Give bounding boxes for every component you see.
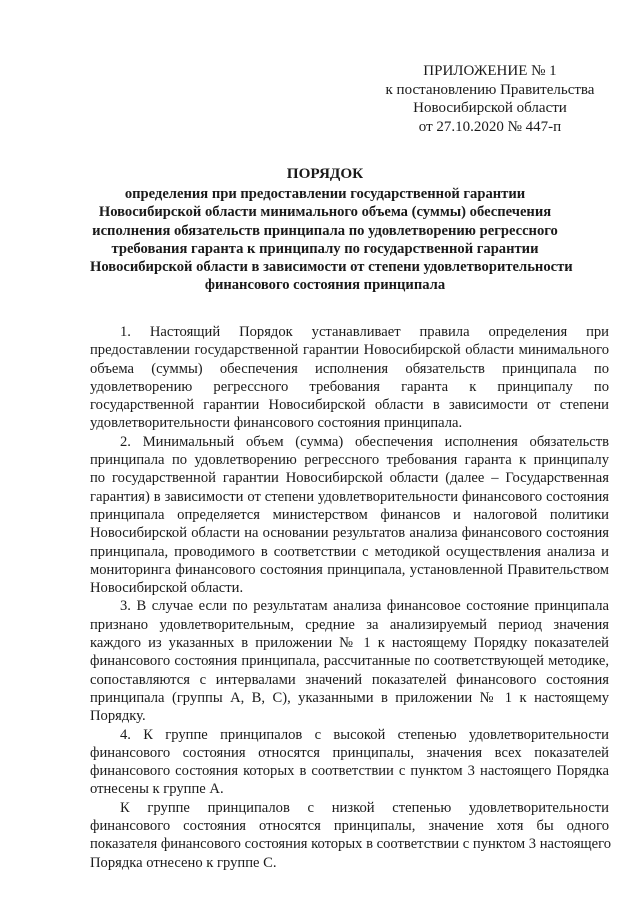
heading-line: Новосибирской области минимального объема (суммы) обеспечения xyxy=(98,204,552,221)
text-line: Новосибирской области. xyxy=(90,580,244,597)
text-line: 2. Минимальный объем (сумма) обеспечения исполнения обязательств xyxy=(120,433,609,450)
paragraph-3 xyxy=(90,597,609,725)
text-line: удовлетворительности финансового состояния принципала. xyxy=(90,415,463,432)
heading-line: финансового состояния принципала xyxy=(204,277,446,294)
paragraph-4 xyxy=(90,726,609,799)
text-line: принципала (группы A, B, C), указанными в приложении № 1 к настоящему xyxy=(90,689,609,706)
text-line: отнесены к группе А. xyxy=(90,781,224,798)
document-heading xyxy=(90,165,573,294)
appendix-date-line: от 27.10.2020 № 447-п xyxy=(418,118,562,135)
text-line: признано удовлетворительным, средние за анализируемый период значения xyxy=(90,616,609,633)
text-line: гарантия) в зависимости от степени удовлетворительности финансового состояния xyxy=(90,488,609,505)
text-line: принципала по удовлетворению регрессного требования гаранта к принципалу xyxy=(90,452,609,469)
heading-line: исполнения обязательств принципала по удовлетворению регрессного xyxy=(92,222,558,239)
text-line: финансового состояния относятся принципалы, значение хотя бы одного xyxy=(90,818,609,835)
text-line: 1. Настоящий Порядок устанавливает правила определения при xyxy=(120,324,609,340)
appendix-block xyxy=(385,62,595,136)
heading-line: требования гаранта к принципалу по государственной гарантии xyxy=(111,240,539,257)
text-line: Порядку. xyxy=(90,708,146,725)
text-line: 4. К группе принципалов с высокой степенью удовлетворительности xyxy=(120,726,609,743)
appendix-resolution-line: к постановлению Правительства xyxy=(385,81,595,98)
text-line: показателя финансового состояния которых в соответствии с пунктом 3 настоящего xyxy=(90,836,612,853)
paragraph-2 xyxy=(90,433,609,598)
document-body xyxy=(90,323,612,872)
text-line: К группе принципалов с низкой степенью удовлетворительности xyxy=(120,799,609,816)
text-line: каждого из указанных в приложении № 1 к настоящему Порядку показателей xyxy=(90,635,609,652)
document-title: ПОРЯДОК xyxy=(286,165,364,182)
text-line: 3. В случае если по результатам анализа финансовое состояние принципала xyxy=(120,598,609,615)
text-line: государственной гарантии Новосибирской области в зависимости от степени xyxy=(90,397,609,414)
text-line: удовлетворению регрессного требования гаранта к принципалу по xyxy=(90,378,609,395)
text-line: принципала, проводимого в соответствии с методикой осуществления анализа и xyxy=(90,543,609,560)
paragraph-5 xyxy=(90,799,612,872)
text-line: предоставлении государственной гарантии Новосибирской области минимального xyxy=(90,342,609,359)
text-line: финансового состояния относятся принципалы, значения всех показателей xyxy=(90,744,609,761)
paragraph-1 xyxy=(90,323,609,433)
text-line: по государственной гарантии Новосибирской области (далее – Государственная xyxy=(90,470,609,487)
text-line: финансового состояния которых в соответствии с пунктом 3 настоящего Порядка xyxy=(90,763,609,780)
text-line: объема (суммы) обеспечения исполнения обязательств принципала по xyxy=(90,360,609,377)
heading-line: определения при предоставлении государственной гарантии xyxy=(124,186,526,203)
heading-line: Новосибирской области в зависимости от степени удовлетворительности xyxy=(90,259,573,276)
text-line: Порядка отнесено к группе С. xyxy=(90,854,277,871)
text-line: мониторинга финансового состояния принципала, установленной Правительством xyxy=(90,561,609,578)
appendix-region-line: Новосибирской области xyxy=(413,100,567,116)
text-line: принципала определяется министерством финансов и налоговой политики xyxy=(90,506,609,523)
text-line: сопоставляются с интервалами значений показателей финансового состояния xyxy=(90,671,609,688)
text-line: финансового состояния принципала, рассчитанные по соответствующей методике, xyxy=(90,653,609,670)
text-line: Новосибирской области на основании результатов анализа финансового состояния xyxy=(90,525,609,542)
appendix-title: ПРИЛОЖЕНИЕ № 1 xyxy=(423,63,557,79)
